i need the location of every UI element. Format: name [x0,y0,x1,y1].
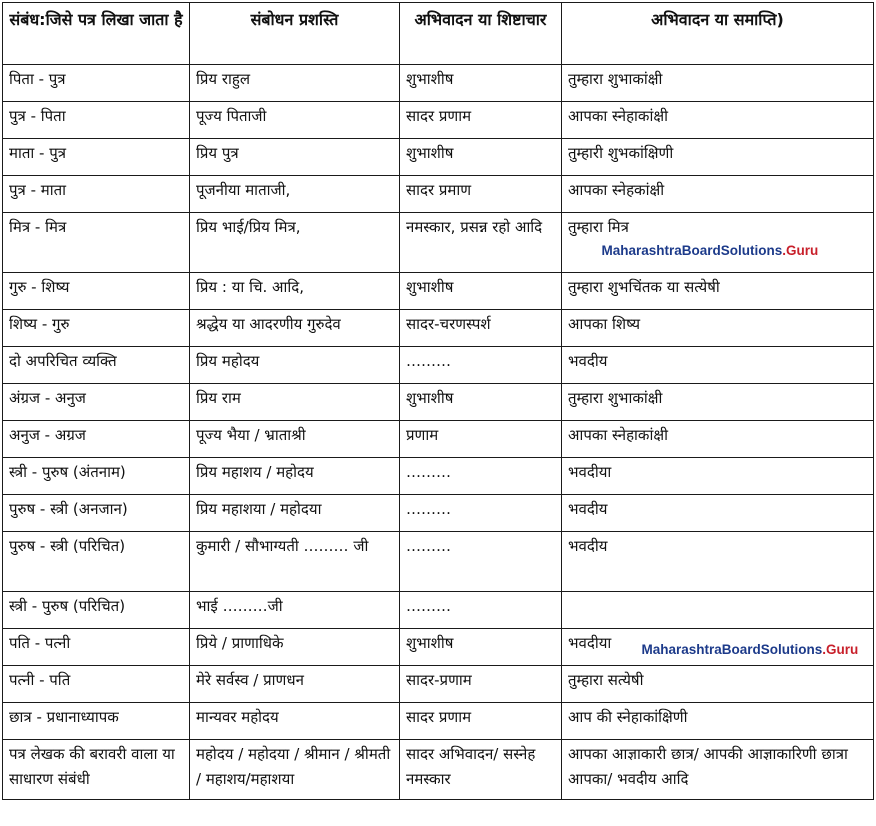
cell-relation: पत्र लेखक की बरावरी वाला या साधारण संबंधी [3,740,190,800]
cell-greeting: शुभाशीष [400,384,562,421]
cell-greeting: सादर-चरणस्पर्श [400,310,562,347]
cell-greeting: शुभाशीष [400,273,562,310]
cell-salutation: प्रिय राम [190,384,400,421]
cell-closing: आपका स्नेहाकांक्षी [562,102,874,139]
cell-relation: दो अपरिचित व्यक्ति [3,347,190,384]
cell-salutation: मेरे सर्वस्व / प्राणधन [190,666,400,703]
table-row [3,666,874,703]
table-row [3,592,874,629]
cell-relation: मित्र - मित्र [3,213,190,273]
watermark-text-suffix: .Guru [822,641,859,657]
cell-greeting: ……… [400,458,562,495]
cell-greeting: ……… [400,347,562,384]
cell-greeting: सादर प्रमाण [400,176,562,213]
cell-relation: अंग्रज - अनुज [3,384,190,421]
cell-closing: आपका शिष्य [562,310,874,347]
cell-closing: भवदीया [562,458,874,495]
header-salutation: संबोधन प्रशस्ति [190,3,400,65]
cell-salutation: पूज्य भैया / भ्राताश्री [190,421,400,458]
cell-greeting: नमस्कार, प्रसन्न रहो आदि [400,213,562,273]
cell-greeting: ……… [400,532,562,592]
cell-salutation: प्रिय राहुल [190,65,400,102]
table-row [3,495,874,532]
cell-closing: तुम्हारी शुभकांक्षिणी [562,139,874,176]
cell-salutation: प्रिय पुत्र [190,139,400,176]
table-row [3,703,874,740]
table-row [3,532,874,592]
header-closing: अभिवादन या समाप्ति) [562,3,874,65]
cell-greeting: सादर-प्रणाम [400,666,562,703]
cell-relation: स्त्री - पुरुष (अंतनाम) [3,458,190,495]
cell-greeting: शुभाशीष [400,65,562,102]
cell-closing: आपका स्नेहाकांक्षी [562,421,874,458]
table-row [3,139,874,176]
cell-greeting: शुभाशीष [400,629,562,666]
watermark-text-main: MaharashtraBoardSolutions [601,242,783,258]
cell-closing: तुम्हारा शुभाकांक्षी [562,65,874,102]
header-relation: संबंध:जिसे पत्र लिखा जाता है [3,3,190,65]
table-row [3,347,874,384]
cell-closing: भवदीय [562,495,874,532]
cell-salutation: मान्यवर महोदय [190,703,400,740]
cell-relation: पुरुष - स्त्री (अनजान) [3,495,190,532]
cell-salutation: प्रिय : या चि. आदि, [190,273,400,310]
table-row [3,740,874,800]
cell-salutation: पूज्य पिताजी [190,102,400,139]
table-row [3,384,874,421]
cell-relation: स्त्री - पुरुष (परिचित) [3,592,190,629]
table-row [3,458,874,495]
cell-greeting: शुभाशीष [400,139,562,176]
cell-salutation: प्रिय महोदय [190,347,400,384]
cell-salutation: श्रद्धेय या आदरणीय गुरुदेव [190,310,400,347]
cell-greeting: सादर प्रणाम [400,102,562,139]
cell-relation: शिष्य - गुरु [3,310,190,347]
cell-salutation: पूजनीया माताजी, [190,176,400,213]
watermark-text-main: MaharashtraBoardSolutions [641,641,823,657]
table-row [3,310,874,347]
cell-relation: अनुज - अग्रज [3,421,190,458]
cell-relation: माता - पुत्र [3,139,190,176]
cell-salutation: प्रिये / प्राणाधिके [190,629,400,666]
header-greeting: अभिवादन या शिष्टाचार [400,3,562,65]
cell-greeting: प्रणाम [400,421,562,458]
watermark [642,642,859,658]
cell-salutation: प्रिय महाशया / महोदया [190,495,400,532]
cell-relation: पुत्र - पिता [3,102,190,139]
cell-closing: भवदीया [562,629,874,666]
cell-salutation: कुमारी / सौभाग्यती ……… जी [190,532,400,592]
cell-relation: पिता - पुत्र [3,65,190,102]
cell-closing: आपका स्नेहकांक्षी [562,176,874,213]
table-row [3,102,874,139]
cell-relation: पुत्र - माता [3,176,190,213]
cell-relation: पुरुष - स्त्री (परिचित) [3,532,190,592]
cell-closing: आप की स्नेहाकांक्षिणी [562,703,874,740]
cell-closing: तुम्हारा मित्र [562,213,874,273]
cell-greeting: सादर अभिवादन/ सस्नेह नमस्कार [400,740,562,800]
cell-salutation: प्रिय महाशय / महोदय [190,458,400,495]
cell-salutation: प्रिय भाई/प्रिय मित्र, [190,213,400,273]
table-header-row [3,3,874,65]
letter-format-table-container [2,2,874,800]
watermark [602,243,819,259]
table-row [3,273,874,310]
table-row [3,421,874,458]
cell-relation: गुरु - शिष्य [3,273,190,310]
cell-closing: तुम्हारा शुभचिंतक या सत्येषी [562,273,874,310]
cell-relation: पति - पत्नी [3,629,190,666]
cell-closing: भवदीय [562,347,874,384]
cell-closing: तुम्हारा सत्येषी [562,666,874,703]
cell-relation: छात्र - प्रधानाध्यापक [3,703,190,740]
cell-greeting: ……… [400,592,562,629]
watermark-text-suffix: .Guru [782,242,819,258]
cell-greeting: ……… [400,495,562,532]
cell-relation: पत्नी - पति [3,666,190,703]
cell-closing: तुम्हारा शुभाकांक्षी [562,384,874,421]
table-row [3,176,874,213]
cell-greeting: सादर प्रणाम [400,703,562,740]
cell-salutation: महोदय / महोदया / श्रीमान / श्रीमती / महाशय/महाशया [190,740,400,800]
letter-format-table [2,2,874,800]
table-row [3,65,874,102]
cell-closing: भवदीय [562,532,874,592]
cell-salutation: भाई ………जी [190,592,400,629]
cell-closing: आपका आज्ञाकारी छात्र/ आपकी आज्ञाकारिणी छात्रा आपका/ भवदीय आदि [562,740,874,800]
cell-closing [562,592,874,629]
